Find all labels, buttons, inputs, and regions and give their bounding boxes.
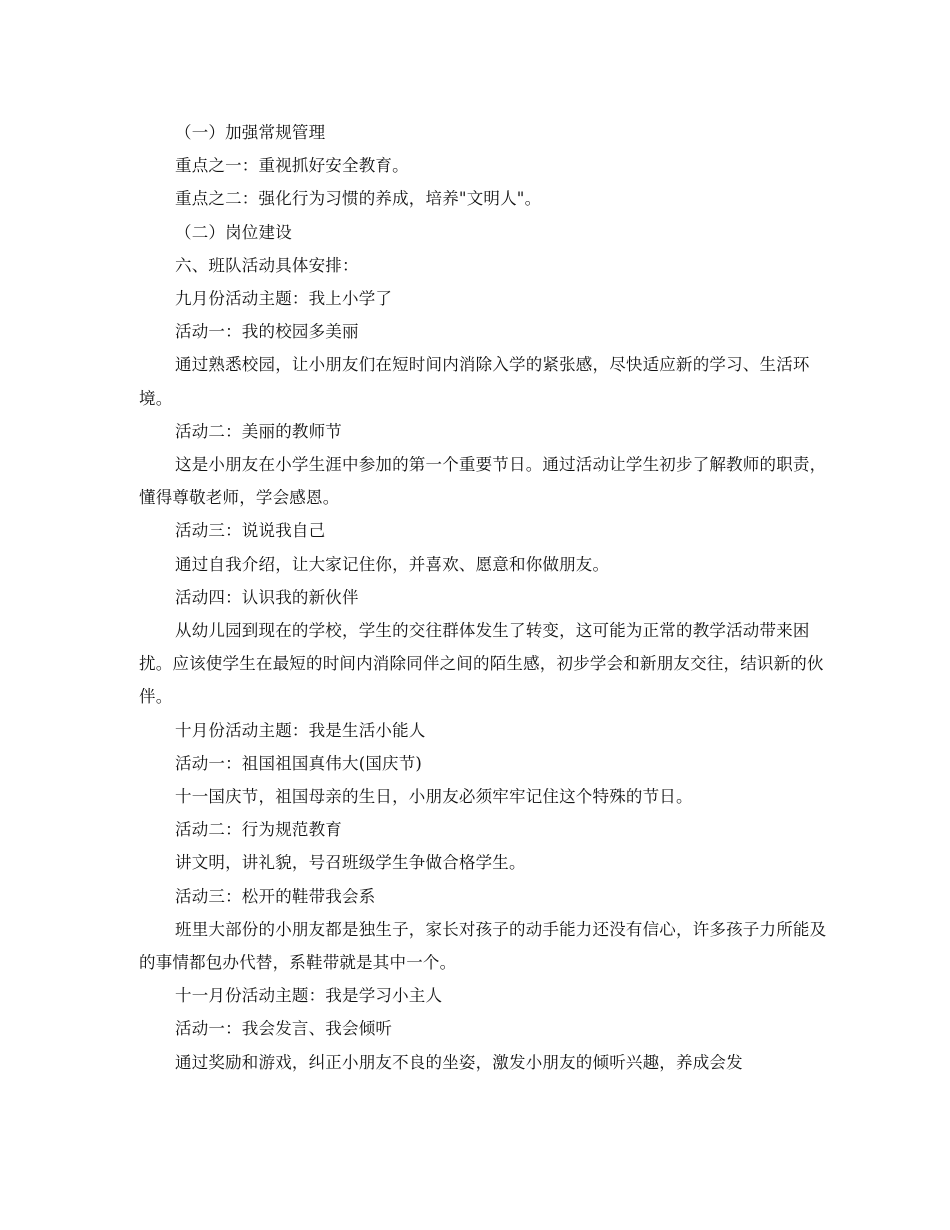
- document-body: [139, 116, 829, 1079]
- month-theme: 十一月份活动主题：我是学习小主人: [175, 986, 443, 1006]
- activity-title: 活动二：美丽的教师节: [175, 421, 342, 441]
- paragraph: 从幼儿园到现在的学校，学生的交往群体发生了转变，这可能为正常的教学活动带来困扰。应该使学生在最短的时间内消除同伴之间的陌生感，初步学会和新朋友交往，结识新的伙伴。: [139, 621, 824, 707]
- activity-title: 活动一：我会发言、我会倾听: [175, 1019, 393, 1039]
- paragraph: 通过奖励和游戏，纠正小朋友不良的坐姿，激发小朋友的倾听兴趣，养成会发: [175, 1052, 743, 1072]
- paragraph: 十一国庆节，祖国母亲的生日，小朋友必须牢牢记住这个特殊的节日。: [175, 787, 693, 807]
- paragraph: 重点之一：重视抓好安全教育。: [175, 156, 409, 176]
- activity-title: 活动二：行为规范教育: [175, 820, 342, 840]
- paragraph: 通过自我介绍，让大家记住你，并喜欢、愿意和你做朋友。: [175, 554, 610, 574]
- month-theme: 十月份活动主题：我是生活小能人: [175, 720, 426, 740]
- section-heading: 六、班队活动具体安排：: [175, 255, 359, 275]
- section-heading: （一）加强常规管理: [175, 123, 326, 142]
- activity-title: 活动三：松开的鞋带我会系: [175, 886, 376, 906]
- activity-title: 活动一：我的校园多美丽: [175, 322, 359, 342]
- paragraph: 讲文明，讲礼貌，号召班级学生争做合格学生。: [175, 853, 526, 873]
- paragraph: 班里大部份的小朋友都是独生子，家长对孩子的动手能力还没有信心，许多孩子力所能及的事情都包办代替，系鞋带就是其中一个。: [139, 919, 827, 973]
- paragraph: 通过熟悉校园，让小朋友们在短时间内消除入学的紧张感，尽快适应新的学习、生活环境。: [139, 355, 810, 408]
- section-heading: （二）岗位建设: [175, 222, 292, 242]
- month-theme: 九月份活动主题：我上小学了: [175, 289, 393, 309]
- activity-title: 活动四：认识我的新伙伴: [175, 587, 359, 607]
- activity-title: 活动一：祖国祖国真伟大(国庆节): [175, 753, 423, 773]
- activity-title: 活动三：说说我自己: [175, 521, 326, 541]
- paragraph: 这是小朋友在小学生涯中参加的第一个重要节日。通过活动让学生初步了解教师的职责，懂得尊敬老师，学会感恩。: [139, 455, 827, 508]
- paragraph: 重点之二：强化行为习惯的养成，培养"文明人"。: [175, 189, 542, 209]
